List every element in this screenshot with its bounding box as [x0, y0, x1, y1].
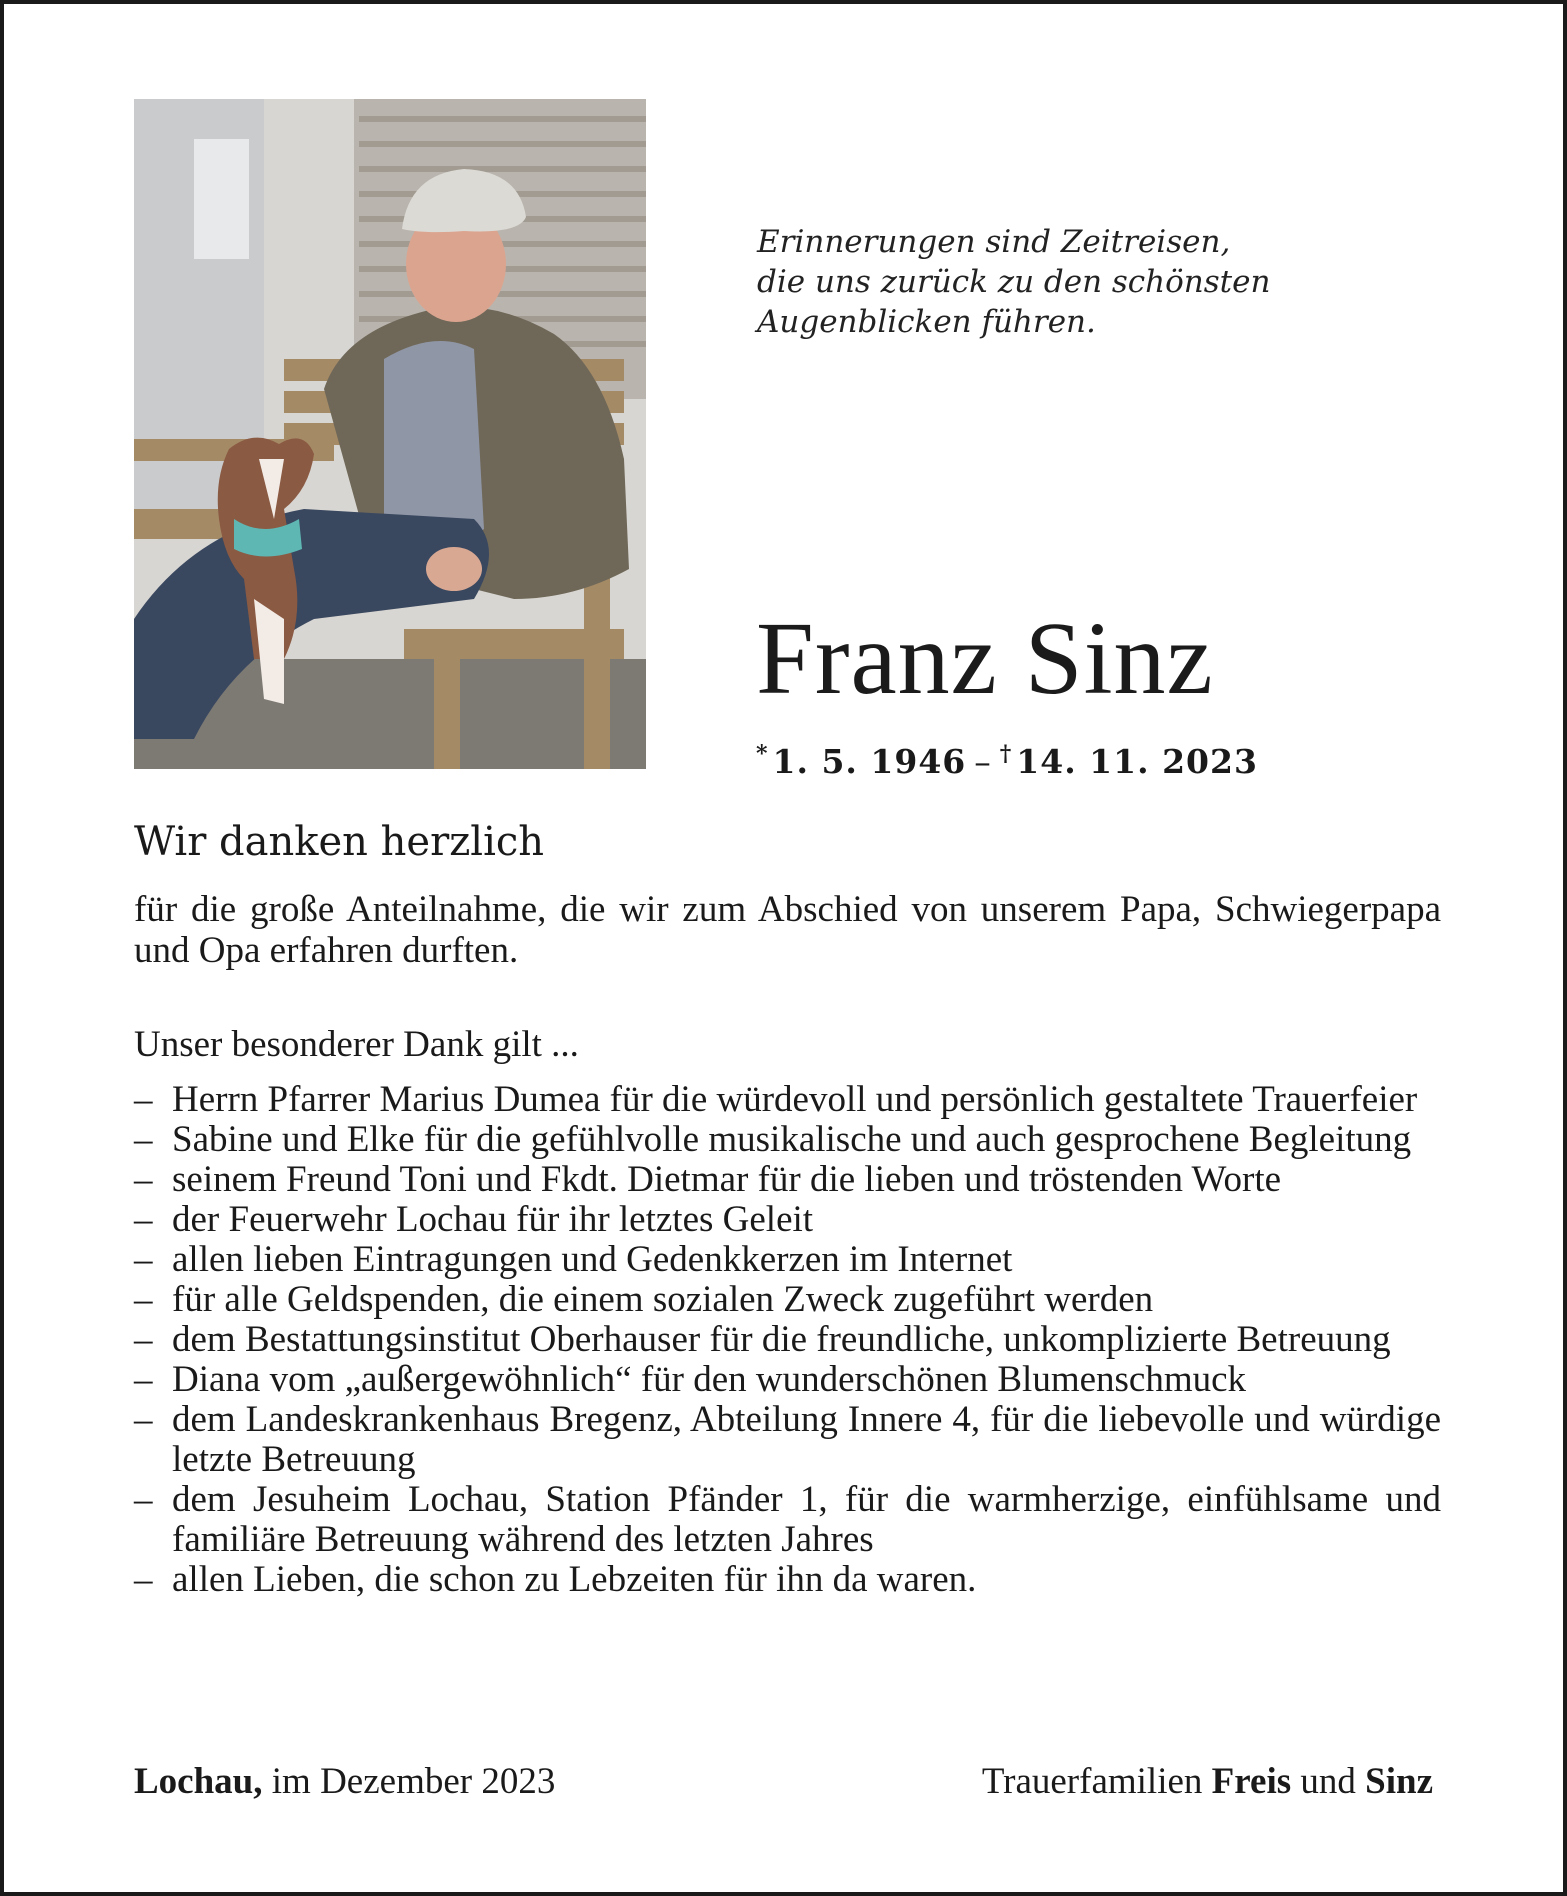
thanks-intro-paragraph: für die große Anteilnahme, die wir zum Abschied von unserem Papa, Schwiegerpapa und Opa erfahren durften. [134, 889, 1441, 971]
list-bullet: – [134, 1119, 153, 1160]
list-item-text: allen Lieben, die schon zu Lebzeiten für ihn da waren. [172, 1559, 977, 1600]
list-item-text: dem Bestattungsinstitut Oberhauser für die freundliche, unkomplizierte Betreuung [172, 1319, 1391, 1360]
notice-date: im Dezember 2023 [271, 1761, 556, 1802]
list-bullet: – [134, 1359, 153, 1400]
portrait-photo-illustration [134, 99, 646, 769]
list-item [134, 1480, 1441, 1560]
families-prefix: Trauerfamilien [981, 1761, 1203, 1802]
list-item-text: seinem Freund Toni und Fkdt. Dietmar für die lieben und tröstenden Worte [172, 1159, 1282, 1200]
place: Lochau, [134, 1761, 263, 1802]
mourning-families [982, 1760, 1433, 1804]
list-item [134, 1080, 1441, 1120]
place-and-date [134, 1760, 555, 1804]
death-symbol: † [999, 741, 1013, 767]
list-item [134, 1280, 1441, 1320]
list-bullet: – [134, 1559, 153, 1600]
list-item-text: für alle Geldspenden, die einem sozialen Zweck zugeführt werden [172, 1279, 1154, 1320]
thanks-list [134, 1080, 1441, 1600]
special-thanks-intro: Unser besonderer Dank gilt ... [134, 1024, 579, 1065]
family-name-2: Sinz [1365, 1761, 1433, 1802]
list-bullet: – [134, 1159, 153, 1200]
list-bullet: – [134, 1399, 153, 1440]
list-bullet: – [134, 1479, 153, 1520]
thanks-heading: Wir danken herzlich [134, 819, 545, 865]
list-item [134, 1160, 1441, 1200]
list-item-text: Herrn Pfarrer Marius Dumea für die würdevoll und persönlich gestaltete Trauerfeier [172, 1079, 1418, 1120]
list-bullet: – [134, 1079, 153, 1120]
list-item-text: dem Jesuheim Lochau, Station Pfänder 1, für die warmherzige, einfühlsame und familiäre Betreuung während des letzten Jahres [172, 1479, 1441, 1560]
list-item-text: allen lieben Eintragungen und Gedenkkerzen im Internet [172, 1239, 1013, 1280]
deceased-name: Franz Sinz [756, 601, 1214, 716]
list-item [134, 1240, 1441, 1280]
list-item [134, 1120, 1441, 1160]
death-date: 14. 11. 2023 [1016, 742, 1258, 781]
families-conjunction: und [1300, 1761, 1356, 1802]
list-item-text: dem Landeskrankenhaus Bregenz, Abteilung Innere 4, für die liebevolle und würdige letzte Betreuung [172, 1399, 1441, 1480]
quote-line: die uns zurück zu den schönsten [757, 264, 1271, 300]
life-dates [756, 734, 1258, 782]
list-bullet: – [134, 1199, 153, 1240]
memorial-quote [757, 222, 1377, 342]
list-bullet: – [134, 1239, 153, 1280]
portrait-photo [134, 99, 646, 769]
list-item-text: Sabine und Elke für die gefühlvolle musikalische und auch gesprochene Begleitung [172, 1119, 1412, 1160]
quote-line: Erinnerungen sind Zeitreisen, [757, 224, 1231, 260]
birth-symbol: * [756, 741, 769, 767]
list-item [134, 1400, 1441, 1480]
date-separator: – [974, 742, 992, 781]
list-item-text: der Feuerwehr Lochau für ihr letztes Geleit [172, 1199, 814, 1240]
family-name-1: Freis [1211, 1761, 1292, 1802]
list-item-text: Diana vom „außergewöhnlich“ für den wunderschönen Blumenschmuck [172, 1359, 1247, 1400]
list-item [134, 1360, 1441, 1400]
list-bullet: – [134, 1319, 153, 1360]
list-item [134, 1200, 1441, 1240]
list-bullet: – [134, 1279, 153, 1320]
list-item [134, 1320, 1441, 1360]
quote-line: Augenblicken führen. [757, 304, 1096, 340]
list-item [134, 1560, 1441, 1600]
birth-date: 1. 5. 1946 [772, 742, 967, 781]
